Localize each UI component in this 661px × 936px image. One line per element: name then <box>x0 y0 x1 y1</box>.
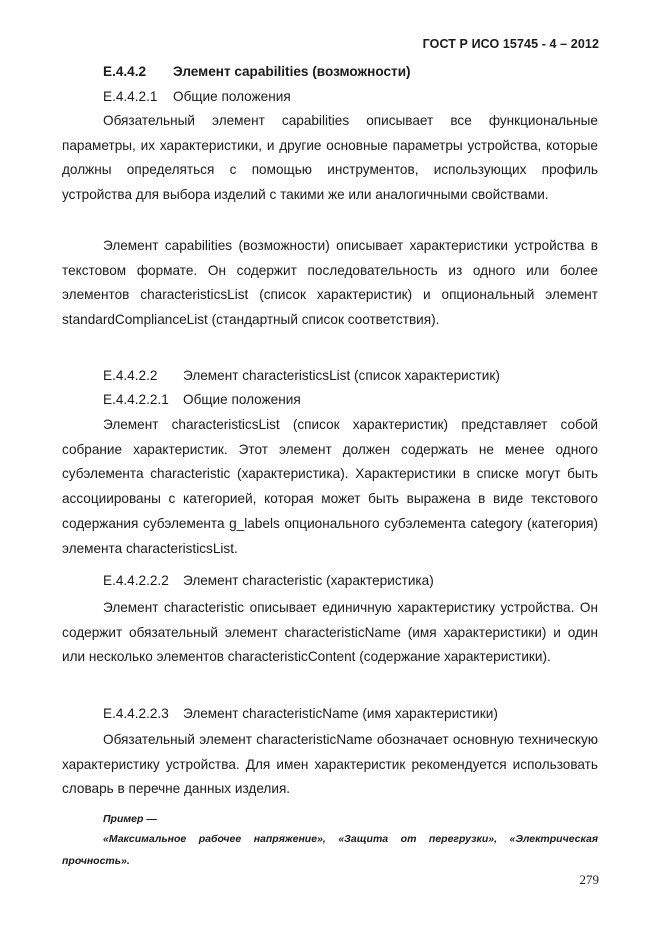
subsection-number: E.4.4.2.2.2 <box>103 573 169 588</box>
example-label: Пример — <box>103 813 157 825</box>
example-text: «Максимальное рабочее напряжение», «Защита от перегрузки», «Электрическая прочность». <box>62 833 598 867</box>
paragraph-capabilities: Обязательный элемент capabilities описывает все функциональные параметры, их характеристики, и другие основные параметры устройства, которые должны определяться с помощью инструментов, использующих профиль устройства для выбора изделий с такими же или аналогичными свойствами. <box>62 113 598 203</box>
section-e4-4-2-2-heading <box>62 364 598 389</box>
standard-header: ГОСТ Р ИСО 15745 - 4 – 2012 <box>422 37 599 51</box>
subsection-title: Общие положения <box>183 392 301 407</box>
paragraph-characteristic: Элемент characteristic описывает единичную характеристику устройства. Он содержит обязательный элемент characteristicName (имя характеристики) и один или несколько элементов characteristicContent (содержание характеристики). <box>62 600 598 665</box>
section-number: E.4.4.2 <box>103 64 147 79</box>
subsection-number: E.4.4.2.2.3 <box>103 706 169 721</box>
subsection-title: Элемент characteristicName (имя характеристики) <box>183 706 498 721</box>
section-title: Элемент characteristicsList (список характеристик) <box>183 368 500 383</box>
subsection-e4-4-2-2-2-heading <box>62 569 598 594</box>
paragraph-characteristic-name: Обязательный элемент characteristicName обозначает основную техническую характеристику устройства. Для имен характеристик рекомендуется использовать словарь в перечне данных изделия. <box>62 732 598 797</box>
subsection-title: Общие положения <box>173 89 291 104</box>
subsection-e4-4-2-2-1-heading <box>62 388 598 413</box>
subsection-e4-4-2-1-heading <box>62 85 598 110</box>
paragraph-characteristics-list: Элемент characteristicsList (список характеристик) представляет собой собрание характеристик. Этот элемент должен содержать не менее одного субэлемента characteristic (характеристика). Характеристики в списке могут быть ассоциированы с категорией, которая может быть выражена в виде текстового содержания субэлемента g_labels опционального субэлемента category (категория) элемента characteristicsList. <box>62 417 598 556</box>
section-title: Элемент capabilities (возможности) <box>173 64 411 79</box>
paragraph-capabilities-format: Элемент capabilities (возможности) описывает характеристики устройства в текстовом формате. Он содержит последовательность из одного или более элементов characteristicsList (список характеристик) и опциональный элемент standardComplianceList (стандартный список соответствия). <box>62 238 598 328</box>
page-number: 279 <box>579 872 599 887</box>
section-e4-4-2-heading <box>62 60 598 85</box>
subsection-number: E.4.4.2.2.1 <box>103 392 169 407</box>
section-number: E.4.4.2.2 <box>103 368 158 383</box>
example-note <box>62 810 598 872</box>
subsection-title: Элемент characteristic (характеристика) <box>183 573 434 588</box>
subsection-e4-4-2-2-3-heading <box>62 702 598 727</box>
subsection-number: E.4.4.2.1 <box>103 89 158 104</box>
